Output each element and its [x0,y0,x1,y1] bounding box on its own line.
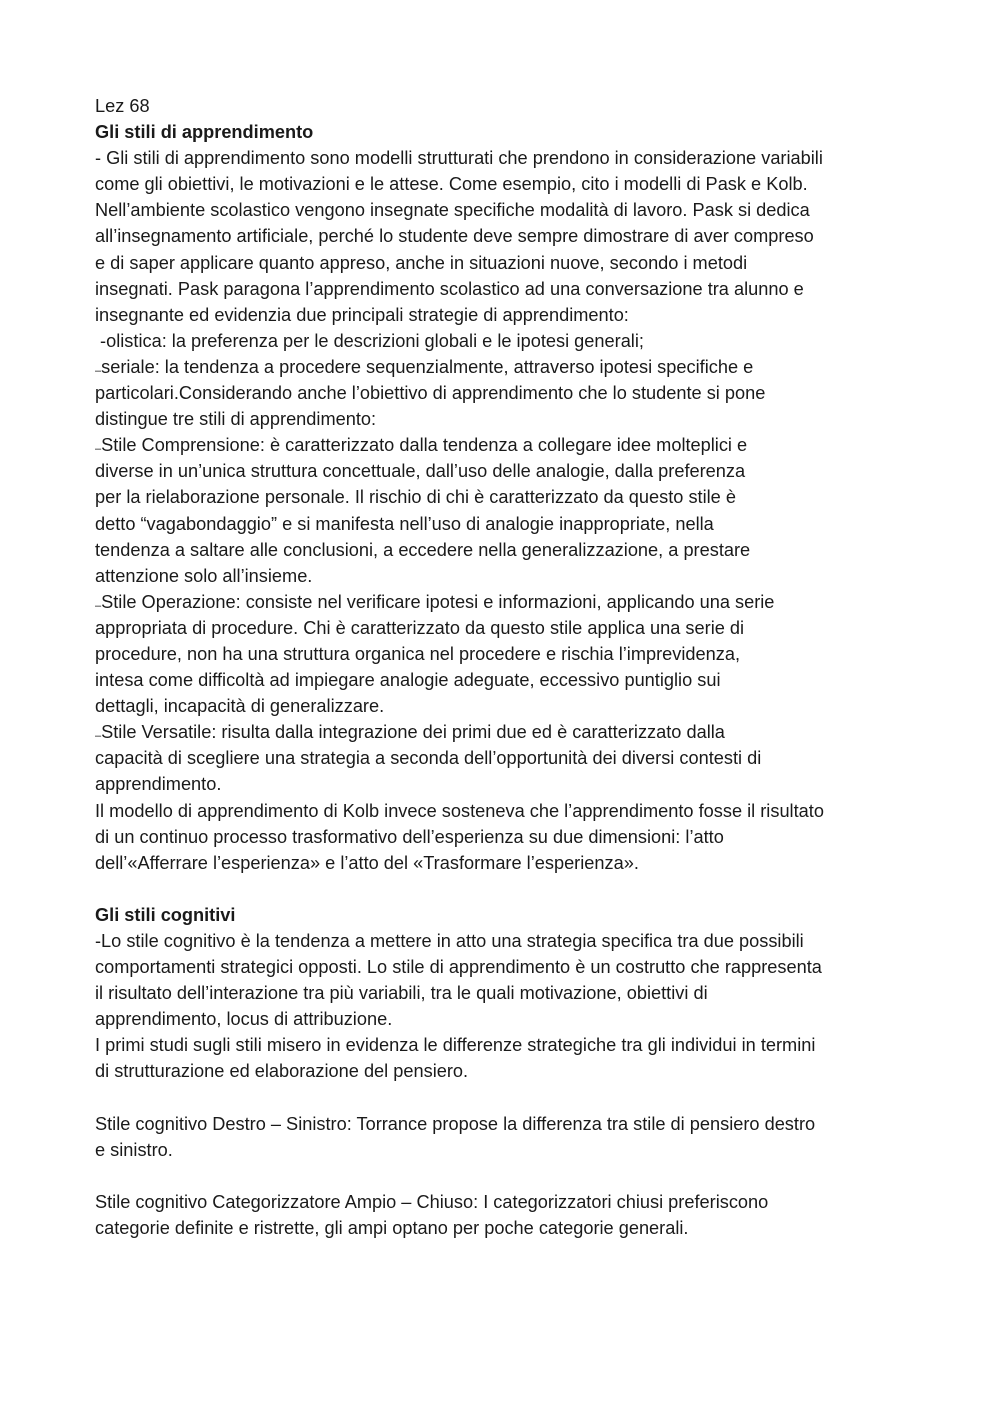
text-line: diverse in un’unica struttura concettuale, dall’uso delle analogie, dalla preferenza [95,461,746,482]
section-heading: Gli stili cognitivi [95,904,236,925]
text-line: categorie definite e ristrette, gli ampi optano per poche categorie generali. [95,1218,689,1239]
list-item [95,354,975,380]
spacer [95,1163,975,1189]
text-line: Stile cognitivo Destro – Sinistro: Torrance propose la differenza tra stile di pensiero destro [95,1113,816,1134]
text-line: attenzione solo all’insieme. [95,565,313,586]
document-page [95,93,975,1241]
text-line: e di saper applicare quanto appreso, anche in situazioni nuove, secondo i metodi [95,252,748,273]
text-line: intesa come difficoltà ad impiegare analogie adeguate, eccessivo puntiglio sui [95,670,721,691]
text-line: tendenza a saltare alle conclusioni, a eccedere nella generalizzazione, a prestare [95,539,751,560]
text-line: detto “vagabondaggio” e si manifesta nell’uso di analogie inappropriate, nella [95,513,714,534]
dash-bullet-icon: – [95,730,102,743]
text-line: all’insegnamento artificiale, perché lo studente deve sempre dimostrare di aver compreso [95,226,814,247]
dash-bullet-icon: – [95,364,102,377]
list-item-text: Stile Operazione: consiste nel verificare ipotesi e informazioni, applicando una serie [101,591,775,612]
list-item [95,589,975,615]
dash-bullet-icon: – [95,599,102,612]
dash-bullet-icon: – [95,443,102,456]
text-line: -olistica: la preferenza per le descrizioni globali e le ipotesi generali; [95,330,644,351]
lecture-number: Lez 68 [95,96,150,116]
text-line: appropriata di procedure. Chi è caratterizzato da questo stile applica una serie di [95,617,745,638]
text-line: il risultato dell’interazione tra più variabili, tra le quali motivazione, obiettivi di [95,983,708,1004]
text-line: apprendimento, locus di attribuzione. [95,1009,393,1030]
text-line: distingue tre stili di apprendimento: [95,409,377,430]
text-line: comportamenti strategici opposti. Lo stile di apprendimento è un costrutto che rappresenta [95,957,822,978]
text-line: particolari.Considerando anche l’obiettivo di apprendimento che lo studente si pone [95,383,766,404]
spacer [95,1085,975,1111]
text-line: dell’«Afferrare l’esperienza» e l’atto del «Trasformare l’esperienza». [95,852,639,873]
list-item [95,719,975,745]
text-line: Nell’ambiente scolastico vengono insegnate specifiche modalità di lavoro. Pask si dedica [95,200,810,221]
list-item-text: Stile Versatile: risulta dalla integrazione dei primi due ed è caratterizzato dalla [101,722,725,743]
text-line: come gli obiettivi, le motivazioni e le attese. Come esempio, cito i modelli di Pask e Kolb. [95,174,808,195]
text-line: per la rielaborazione personale. Il rischio di chi è caratterizzato da questo stile è [95,487,736,508]
text-line: di un continuo processo trasformativo dell’esperienza su due dimensioni: l’atto [95,826,724,847]
text-line: I primi studi sugli stili misero in evidenza le differenze strategiche tra gli individui in termini [95,1035,816,1056]
text-line: insegnante ed evidenzia due principali strategie di apprendimento: [95,304,629,325]
text-line: -Lo stile cognitivo è la tendenza a mettere in atto una strategia specifica tra due possibili [95,931,804,951]
spacer [95,876,975,902]
text-line: dettagli, incapacità di generalizzare. [95,696,385,717]
text-line: Stile cognitivo Categorizzatore Ampio – Chiuso: I categorizzatori chiusi preferiscono [95,1191,769,1212]
list-item-text: Stile Comprensione: è caratterizzato dalla tendenza a collegare idee molteplici e [101,435,748,456]
section-heading: Gli stili di apprendimento [95,122,314,143]
text-line: - Gli stili di apprendimento sono modelli strutturati che prendono in considerazione variabili [95,148,823,169]
text-line: e sinistro. [95,1139,173,1160]
text-line: Il modello di apprendimento di Kolb invece sosteneva che l’apprendimento fosse il risultato [95,800,824,821]
text-line: di strutturazione ed elaborazione del pensiero. [95,1061,469,1082]
text-line: apprendimento. [95,774,222,795]
list-item-text: seriale: la tendenza a procedere sequenzialmente, attraverso ipotesi specifiche e [101,356,754,377]
text-line: capacità di scegliere una strategia a seconda dell’opportunità dei diversi contesti di [95,748,762,769]
list-item [95,432,975,458]
text-line: procedure, non ha una struttura organica nel procedere e rischia l’imprevidenza, [95,643,741,664]
text-line: insegnati. Pask paragona l’apprendimento scolastico ad una conversazione tra alunno e [95,278,804,299]
